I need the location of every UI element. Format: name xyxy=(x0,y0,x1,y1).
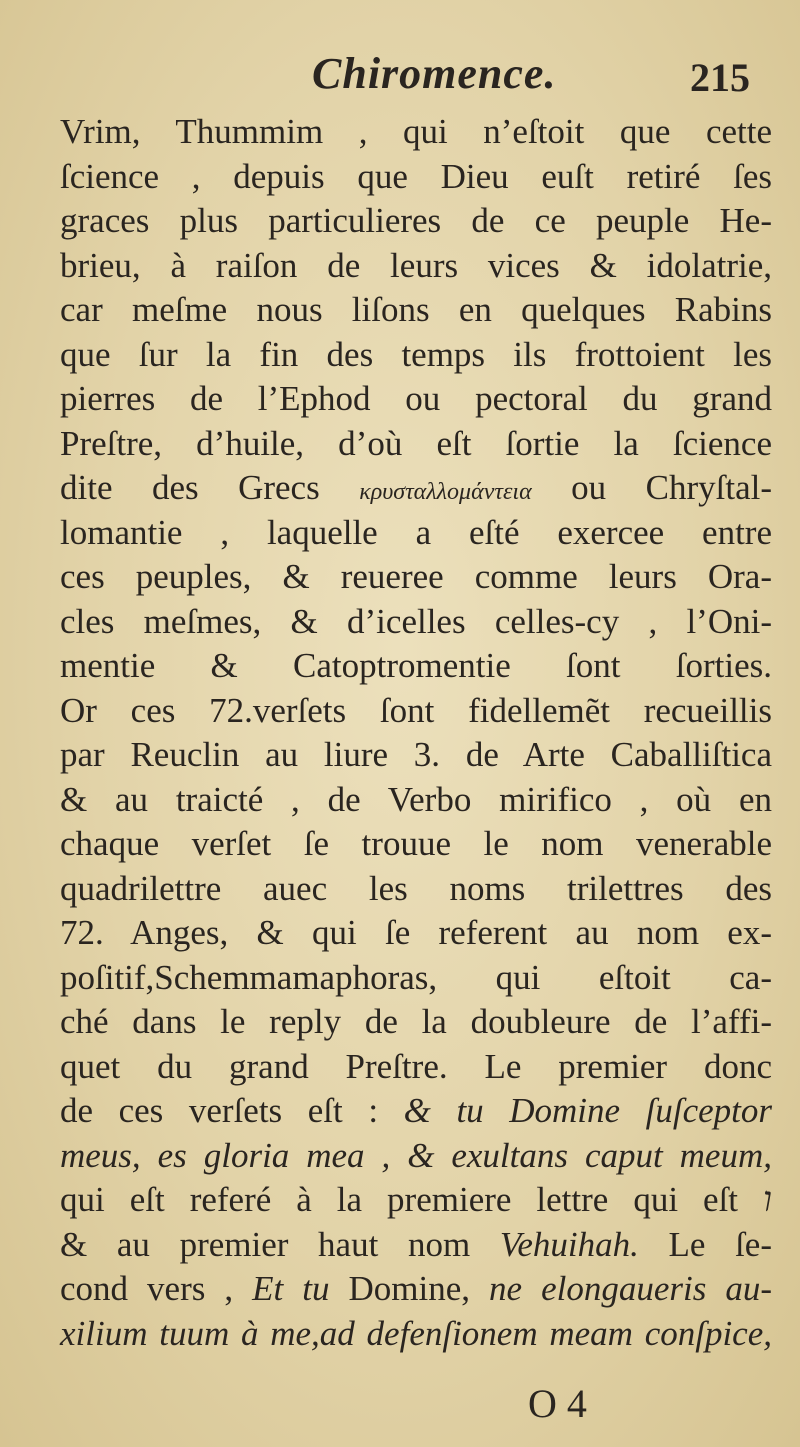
text-line xyxy=(60,155,772,200)
text-segment: de ces verſets eſt : xyxy=(60,1091,404,1130)
text-segment: & au premier haut nom xyxy=(60,1224,500,1264)
text-segment: ſcience , depuis que Dieu euſt retiré ſes xyxy=(60,156,772,196)
text-segment: Or ces 72.verſets ſont fidellemẽt recueillis xyxy=(60,690,772,730)
text-segment: quet du grand Preſtre. Le premier donc xyxy=(60,1046,772,1086)
body-text xyxy=(60,110,772,1356)
text-segment: Vrim, Thummim , qui n’eſtoit que cette xyxy=(60,112,772,151)
italic-segment: Et tu xyxy=(252,1269,330,1308)
signature-mark: O 4 xyxy=(528,1381,587,1426)
text-segment: 72. Anges, & qui ſe referent au nom ex- xyxy=(60,913,772,952)
text-line xyxy=(60,733,772,778)
text-segment: Le ſe- xyxy=(638,1224,772,1264)
text-segment: & au traicté , de Verbo mirifico , où en xyxy=(60,779,772,819)
text-line xyxy=(60,333,772,378)
text-line xyxy=(60,1089,772,1134)
text-segment: Domine, xyxy=(329,1269,490,1308)
text-segment: lomantie , laquelle a eſté exercee entre xyxy=(60,512,772,552)
text-line xyxy=(60,1000,772,1045)
text-line xyxy=(60,1134,772,1179)
text-segment: pierres de l’Ephod ou pectoral du grand xyxy=(60,379,772,418)
greek-word: κρυσταλλομάντεια xyxy=(359,479,532,505)
text-line xyxy=(60,1267,772,1312)
text-line xyxy=(60,1045,772,1090)
italic-segment: Vehuihah. xyxy=(499,1224,639,1264)
text-line xyxy=(60,911,772,956)
running-title: Chiromence. xyxy=(312,49,557,98)
text-line xyxy=(60,867,772,912)
text-segment: brieu, à raiſon de leurs vices & idolatrie, xyxy=(60,245,772,285)
text-line xyxy=(60,778,772,823)
text-line xyxy=(60,689,772,734)
text-segment: cles meſmes, & d’icelles celles-cy , l’Oni- xyxy=(60,601,772,641)
text-line xyxy=(60,511,772,556)
text-segment: quadrilettre auec les noms trilettres des xyxy=(60,868,772,908)
text-line xyxy=(60,377,772,422)
text-segment: mentie & Catoptromentie ſont ſorties. xyxy=(60,646,772,685)
text-segment: par Reuclin au liure 3. de Arte Caballiſtica xyxy=(60,735,772,774)
italic-segment: xilium tuum à me,ad defenſionem meam conſpice, xyxy=(60,1313,772,1353)
text-line xyxy=(60,1223,772,1268)
italic-segment: ו xyxy=(763,1180,772,1219)
page-number: 215 xyxy=(690,55,750,100)
text-segment: graces plus particulieres de ce peuple He- xyxy=(60,201,772,240)
text-line xyxy=(60,600,772,645)
text-line xyxy=(60,1312,772,1357)
text-line xyxy=(60,956,772,1001)
text-segment: ou Chryſtal- xyxy=(531,468,772,507)
text-segment: Preſtre, d’huile, d’où eſt ſortie la ſcience xyxy=(60,423,772,463)
text-segment: ché dans le reply de la doubleure de l’affi- xyxy=(60,1002,772,1041)
text-line xyxy=(60,466,772,511)
text-line xyxy=(60,822,772,867)
text-line xyxy=(60,644,772,689)
italic-segment: ne elongaueris au- xyxy=(489,1269,773,1308)
text-segment: dite des Grecs xyxy=(60,468,360,507)
page-header xyxy=(0,48,800,108)
italic-segment: & tu Domine ſuſceptor xyxy=(403,1091,773,1130)
text-segment: ces peuples, & reueree comme leurs Ora- xyxy=(60,557,772,596)
text-segment: car meſme nous liſons en quelques Rabins xyxy=(60,290,772,329)
text-line xyxy=(60,555,772,600)
text-segment: chaque verſet ſe trouue le nom venerable xyxy=(60,824,772,863)
text-line xyxy=(60,199,772,244)
text-segment: que ſur la fin des temps ils frottoient les xyxy=(60,334,772,374)
text-segment: qui eſt referé à la premiere lettre qui eſt xyxy=(60,1180,764,1219)
text-line xyxy=(60,288,772,333)
text-line xyxy=(60,110,772,155)
text-line xyxy=(60,422,772,467)
text-segment: poſitif,Schemmamaphoras, qui eſtoit ca- xyxy=(60,957,772,997)
text-line xyxy=(60,1178,772,1223)
text-line xyxy=(60,244,772,289)
italic-segment: meus, es gloria mea , & exultans caput meum, xyxy=(60,1135,772,1175)
text-segment: cond vers , xyxy=(60,1269,253,1308)
